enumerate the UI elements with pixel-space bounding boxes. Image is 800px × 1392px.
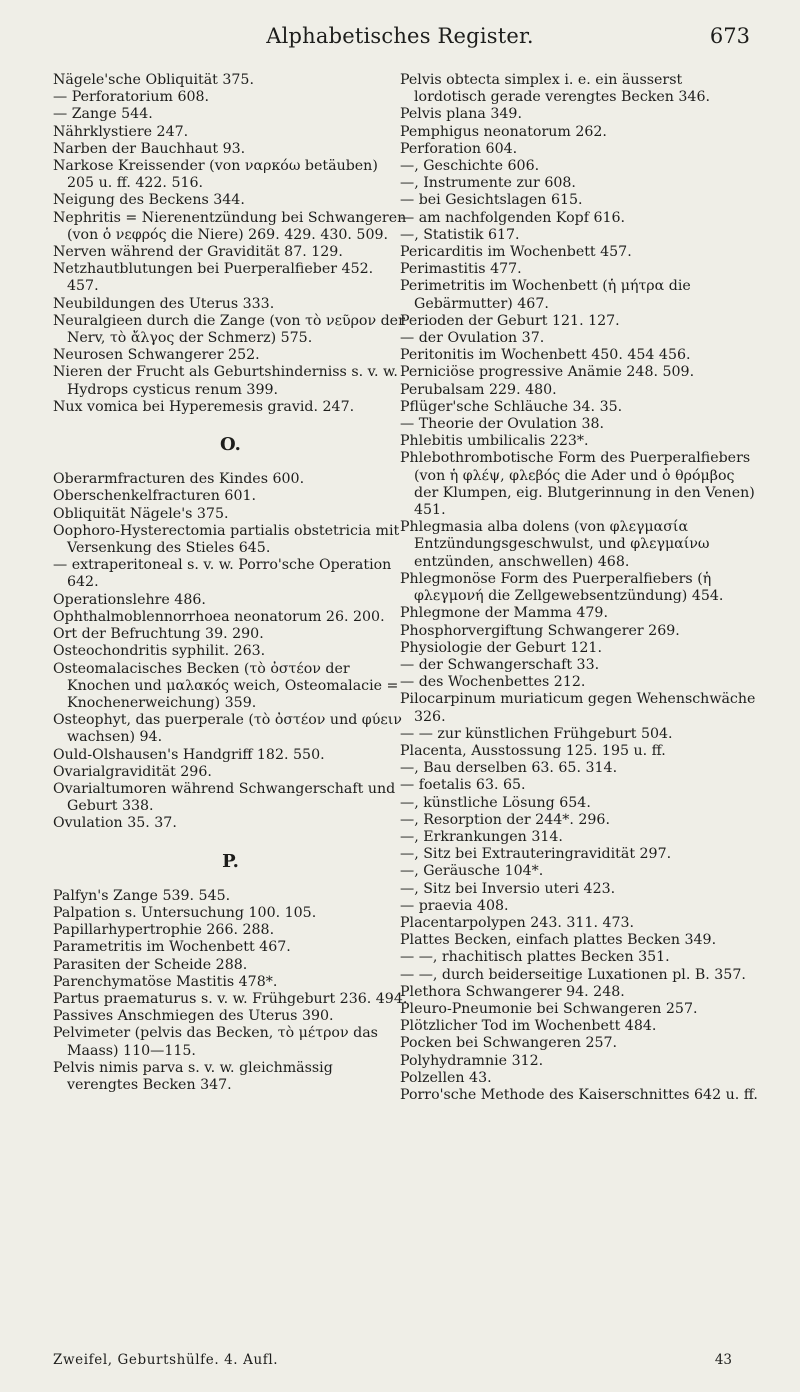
index-entry: Ould-Olshausen's Handgriff 182. 550. xyxy=(53,746,325,763)
index-entry: Parasiten der Scheide 288. xyxy=(53,956,248,973)
page-number: 673 xyxy=(709,24,750,48)
index-entry: — —, durch beiderseitige Luxationen pl. B. 357. xyxy=(400,966,746,983)
index-entry: Pleuro-Pneumonie bei Schwangeren 257. xyxy=(400,1000,698,1017)
index-entry: Ophthalmoblennorrhoea neonatorum 26. 200. xyxy=(53,608,385,625)
index-entry: Phlebothrombotische Form des Puerperalfiebers (von ἡ φλέψ, φλεβός die Ader und ὁ θρόμβος der Klumpen, eig. Blutgerinnung in den Venen) 451. xyxy=(400,450,755,519)
index-entry: — bei Gesichtslagen 615. xyxy=(400,192,583,209)
index-entry: Netzhautblutungen bei Puerperalfieber 452. 457. xyxy=(53,261,374,295)
index-entry: — Zange 544. xyxy=(53,106,153,123)
index-entry: Ovarialgravidität 296. xyxy=(53,763,212,780)
index-entry: —, Bau derselben 63. 65. 314. xyxy=(400,760,618,777)
index-entry: Passives Anschmiegen des Uterus 390. xyxy=(53,1008,334,1025)
index-entry: Osteochondritis syphilit. 263. xyxy=(53,643,266,660)
index-entry: Pericarditis im Wochenbett 457. xyxy=(400,244,632,261)
index-entry: Pelvis obtecta simplex i. e. ein äusserst lordotisch gerade verengtes Becken 346. xyxy=(400,72,710,106)
index-entry: Perimetritis im Wochenbett (ἡ μήτρα die Gebärmutter) 467. xyxy=(400,278,691,312)
index-entry: Phlegmone der Mamma 479. xyxy=(400,605,608,622)
index-entry: Pocken bei Schwangeren 257. xyxy=(400,1035,618,1052)
index-entry: — der Schwangerschaft 33. xyxy=(400,656,600,673)
index-entry: Neuralgieen durch die Zange (von τὸ νεῦρον der Nerv, τὸ ἄλγος der Schmerz) 575. xyxy=(53,312,405,347)
index-entry: Nieren der Frucht als Geburtshinderniss s. v. w. Hydrops cysticus renum 399. xyxy=(53,364,398,398)
index-entry: Nux vomica bei Hyperemesis gravid. 247. xyxy=(53,398,355,415)
book-signature: Zweifel, Geburtshülfe. 4. Aufl. xyxy=(53,1352,279,1368)
index-entry: Palfyn's Zange 539. 545. xyxy=(53,887,231,904)
index-entry: Papillarhypertrophie 266. 288. xyxy=(53,922,275,939)
index-entry: Osteomalacisches Becken (τὸ ὀστέον der Knochen und μαλακός weich, Osteomalacie = Knochenerweichung) 359. xyxy=(53,660,399,711)
index-entry: Pelvis nimis parva s. v. w. gleichmässig verengtes Becken 347. xyxy=(53,1059,333,1093)
index-entry: Nährklystiere 247. xyxy=(53,123,189,140)
index-entry: — des Wochenbettes 212. xyxy=(400,674,586,691)
index-entry: — der Ovulation 37. xyxy=(400,330,545,347)
index-entry: Porro'sche Methode des Kaiserschnittes 642 u. ff. xyxy=(400,1086,758,1103)
index-entry: Plötzlicher Tod im Wochenbett 484. xyxy=(400,1018,657,1035)
index-entry: Pemphigus neonatorum 262. xyxy=(400,123,607,140)
index-entry: Pilocarpinum muriaticum gegen Wehenschwäche 326. xyxy=(400,691,756,725)
index-entry: Nerven während der Gravidität 87. 129. xyxy=(53,244,343,261)
index-entry: Polzellen 43. xyxy=(400,1069,492,1086)
index-entry: —, Geschichte 606. xyxy=(400,158,540,175)
index-entry: —, künstliche Lösung 654. xyxy=(400,794,591,811)
section-letter: O. xyxy=(220,434,241,456)
index-entry: Oberarmfracturen des Kindes 600. xyxy=(53,471,305,488)
index-entry: —, Erkrankungen 314. xyxy=(400,828,563,845)
index-entry: Perioden der Geburt 121. 127. xyxy=(400,312,620,329)
index-entry: Obliquität Nägele's 375. xyxy=(53,505,229,522)
index-column-right xyxy=(400,72,758,1104)
index-entry: Partus praematurus s. v. w. Frühgeburt 236. 494. xyxy=(53,990,408,1007)
index-entry: — —, rhachitisch plattes Becken 351. xyxy=(400,949,670,966)
index-entry: Phosphorvergiftung Schwangerer 269. xyxy=(400,622,680,639)
index-entry: — — zur künstlichen Frühgeburt 504. xyxy=(400,725,673,742)
index-entry: Perubalsam 229. 480. xyxy=(400,381,557,398)
index-entry: Plethora Schwangerer 94. 248. xyxy=(400,983,625,1000)
index-entry: Oophoro-Hysterectomia partialis obstetricia mit Versenkung des Stieles 645. xyxy=(53,522,400,557)
index-entry: Placenta, Ausstossung 125. 195 u. ff. xyxy=(400,742,666,759)
index-entry: Placentarpolypen 243. 311. 473. xyxy=(400,914,635,931)
index-entry: Perimastitis 477. xyxy=(400,261,522,278)
index-entry: Perforation 604. xyxy=(400,140,518,157)
index-entry: Pelvimeter (pelvis das Becken, τὸ μέτρον das Maass) 110—115. xyxy=(53,1025,378,1059)
index-entry: Ovarialtumoren während Schwangerschaft und Geburt 338. xyxy=(53,780,396,815)
index-entry: Pelvis plana 349. xyxy=(400,106,522,123)
index-entry: —, Statistik 617. xyxy=(400,226,520,243)
index-entry: Nephritis = Nierenentzündung bei Schwangeren (von ὁ νεφρός die Niere) 269. 429. 430. 509. xyxy=(53,209,407,243)
index-entry: —, Resorption der 244*. 296. xyxy=(400,811,610,828)
index-entry: Polyhydramnie 312. xyxy=(400,1052,544,1069)
index-entry: — foetalis 63. 65. xyxy=(400,777,526,794)
index-entry: —, Geräusche 104*. xyxy=(400,863,544,880)
index-entry: Palpation s. Untersuchung 100. 105. xyxy=(53,904,317,921)
index-entry: Parenchymatöse Mastitis 478*. xyxy=(53,973,278,990)
index-entry: —, Instrumente zur 608. xyxy=(400,175,576,192)
index-entry: Ort der Befruchtung 39. 290. xyxy=(53,626,264,643)
index-entry: Neurosen Schwangerer 252. xyxy=(53,347,260,364)
index-entry: Phlegmonöse Form des Puerperalfiebers (ἡ φλεγμονή die Zellgewebsentzündung) 454. xyxy=(400,570,724,605)
index-entry: — Perforatorium 608. xyxy=(53,89,210,106)
index-entry: Operationslehre 486. xyxy=(53,591,206,608)
index-entry: Nägele'sche Obliquität 375. xyxy=(53,72,254,88)
index-entry: — Theorie der Ovulation 38. xyxy=(400,416,605,433)
index-entry: Neigung des Beckens 344. xyxy=(53,192,245,209)
index-entry: Phlegmasia alba dolens (von φλεγμασία Entzündungsgeschwulst, und φλεγμαίνω entzünden, anschwellen) 468. xyxy=(400,519,710,570)
index-entry: Perniciöse progressive Anämie 248. 509. xyxy=(400,364,695,381)
index-entry: Pflüger'sche Schläuche 34. 35. xyxy=(400,398,623,415)
index-entry: Parametritis im Wochenbett 467. xyxy=(53,939,291,956)
index-entry: Phlebitis umbilicalis 223*. xyxy=(400,433,589,450)
index-entry: Neubildungen des Uterus 333. xyxy=(53,295,275,312)
index-entry: Plattes Becken, einfach plattes Becken 349. xyxy=(400,932,717,949)
index-entry: Osteophyt, das puerperale (τὸ ὀστέον und φύειν wachsen) 94. xyxy=(53,712,402,746)
index-entry: —, Sitz bei Extrauteringravidität 297. xyxy=(400,846,672,863)
index-column-left xyxy=(53,72,408,1094)
index-entry: Narkose Kreissender (von ναρκόω betäuben) 205 u. ff. 422. 516. xyxy=(53,158,378,192)
index-entry: —, Sitz bei Inversio uteri 423. xyxy=(400,880,616,897)
section-letter: P. xyxy=(222,850,239,872)
sheet-signature: 43 xyxy=(714,1352,732,1368)
running-title: Alphabetisches Register. xyxy=(266,24,534,48)
page-header xyxy=(0,18,800,58)
index-entry: Physiologie der Geburt 121. xyxy=(400,639,602,656)
index-entry: — extraperitoneal s. v. w. Porro'sche Operation 642. xyxy=(53,557,392,591)
index-entry: Narben der Bauchhaut 93. xyxy=(53,140,246,157)
index-entry: — am nachfolgenden Kopf 616. xyxy=(400,209,626,226)
index-entry: Oberschenkelfracturen 601. xyxy=(53,488,257,505)
index-entry: — praevia 408. xyxy=(400,897,509,914)
index-entry: Peritonitis im Wochenbett 450. 454 456. xyxy=(400,347,691,364)
index-entry: Ovulation 35. 37. xyxy=(53,815,177,832)
